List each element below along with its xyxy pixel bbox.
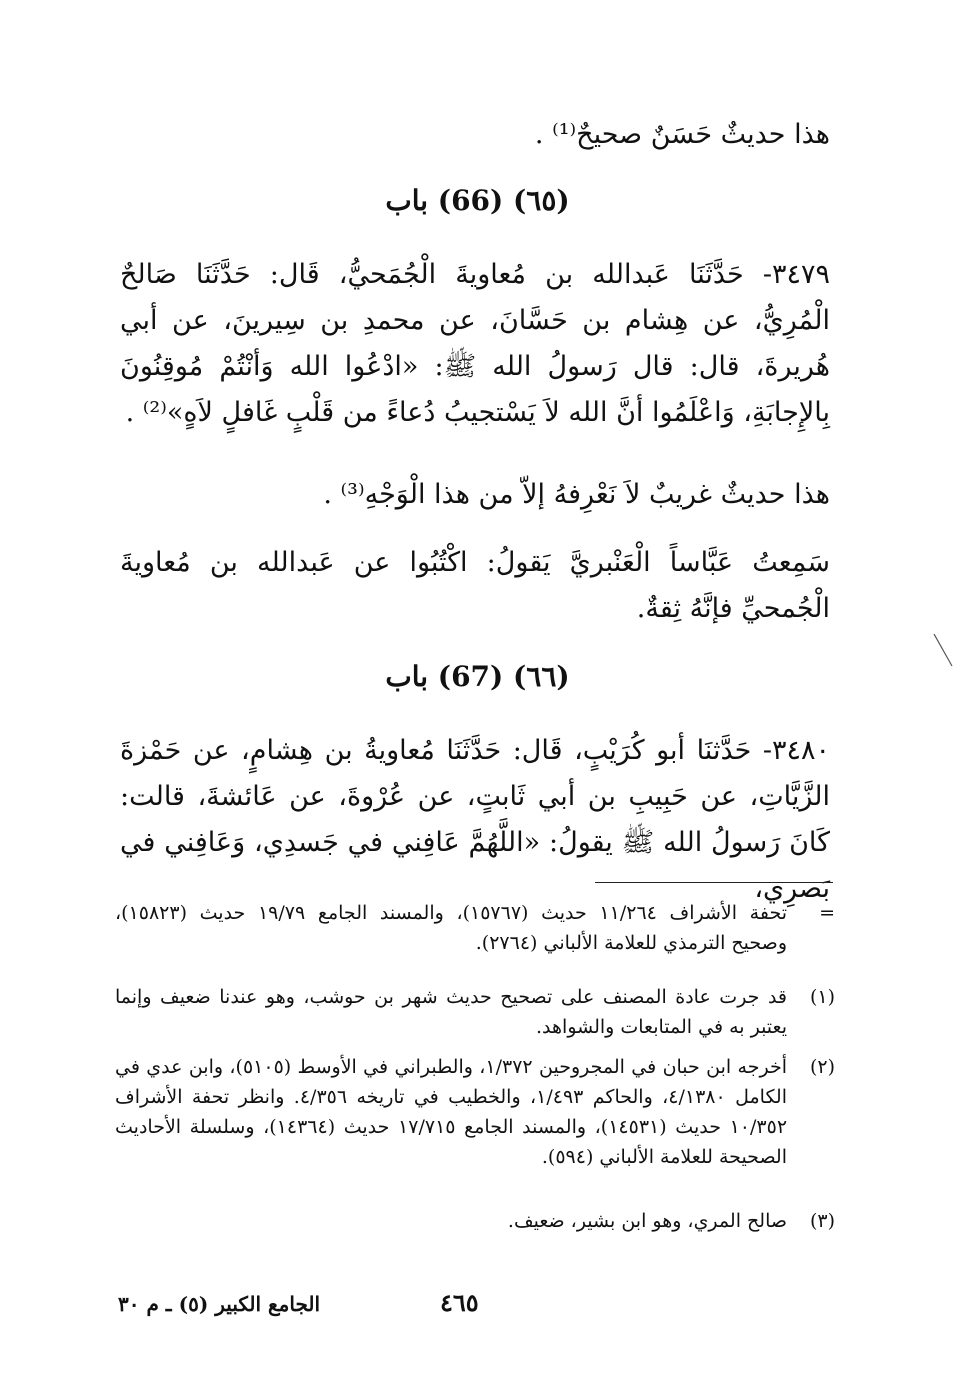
page-number: ٤٦٥ bbox=[440, 1288, 479, 1317]
footnote-marker: (٢) bbox=[809, 1056, 835, 1078]
hadith-grade-2: هذا حديثٌ غريبٌ لاَ نَعْرِفهُ إلاّ من هذا الْوَجْهِ⁽³⁾ . bbox=[323, 479, 830, 510]
footnote-text: صالح المري، وهو ابن بشير، ضعيف. bbox=[507, 1210, 787, 1232]
footnote-text: قد جرت عادة المصنف على تصحيح حديث شهر بن حوشب، وهو عندنا ضعيف وإنما يعتبر به في المتابعات والشواهد. bbox=[115, 986, 787, 1038]
footnote-divider bbox=[595, 882, 833, 883]
footnote-text: تحفة الأشراف ١١/٢٦٤ حديث (١٥٧٦٧)، والمسند الجامع ١٩/٧٩ حديث (١٥٨٢٣)، وصحيح الترمذي للعلامة الألباني (٢٧٦٤). bbox=[115, 902, 788, 954]
hadith-grade-1: هذا حديثٌ حَسَنٌ صحيحٌ⁽¹⁾ . bbox=[534, 119, 830, 150]
footnote-2 bbox=[115, 1052, 835, 1172]
chapter-heading-66: (٦٦) (67) باب bbox=[385, 660, 570, 693]
signature-mark: الجامع الكبير (٥) ـ م ٣٠ bbox=[118, 1292, 321, 1316]
footnote-text: أخرجه ابن حبان في المجروحين ١/٣٧٢، والطبراني في الأوسط (٥١٠٥)، وابن عدي في الكامل ٤/١٣٨٠، والحاكم ١/٤٩٣، والخطيب في تاريخه ٤/٣٥٦. وانظر تحفة الأشراف ١٠/٣٥٢ حديث (١٤٥٣١)، والمسند الجامع ١٧/٧١٥ حديث (١٤٣٦٤)، وسلسلة الأحاديث الصحيحة للعلامة الألباني (٥٩٤). bbox=[115, 1056, 788, 1168]
narrator-note: سَمِعتُ عَبَّاساً الْعَنْبريَّ يَقولُ: اكْتُبُوا عن عَبدالله بن مُعاويةَ الْجُمحيِّ فإنَّهُ ثِقةٌ. bbox=[120, 547, 830, 624]
hadith-3480: ٣٤٨٠- حَدَّثنَا أبو كُرَيْبٍ، قَال: حَدَّثَنَا مُعاويةُ بن هِشامٍ، عن حَمْزةَ الزَّيَّاتِ، عن حَبِيبِ بن أبي ثَابتٍ، عن عُرْوةَ، عن عَائشةَ، قالت: كَانَ رَسولُ الله ﷺ يقولُ: «اللَّهُمَّ عَافِني في جَسدِي، وَعَافِني في بَصرِي، bbox=[120, 735, 830, 904]
footnote-marker: (٣) bbox=[809, 1210, 835, 1232]
footnote-marker: (١) bbox=[809, 986, 835, 1008]
footnote-continued bbox=[115, 898, 835, 958]
scan-mark bbox=[928, 630, 955, 670]
hadith-3479: ٣٤٧٩- حَدَّثَنَا عَبدالله بن مُعاويةَ الْجُمَحيُّ، قَال: حَدَّثَنَا صَالحٌ الْمُرِيُّ، عن هِشام بن حَسَّانَ، عن محمدِ بن سِيرينَ، عن أبي هُريرةَ، قال: قال رَسولُ الله ﷺ: «ادْعُوا الله وَأنْتُمْ مُوقِنُونَ بِالإِجابَةِ، وَاعْلَمُوا أنَّ الله لاَ يَسْتجيبُ دُعاءً من قَلْبٍ غَافلٍ لاَهٍ»⁽²⁾ . bbox=[120, 259, 830, 428]
footnote-3 bbox=[115, 1206, 835, 1236]
chapter-heading-65: (٦٥) (66) باب bbox=[385, 184, 570, 217]
footnote-marker: = bbox=[819, 902, 835, 924]
footnote-1 bbox=[115, 982, 835, 1042]
